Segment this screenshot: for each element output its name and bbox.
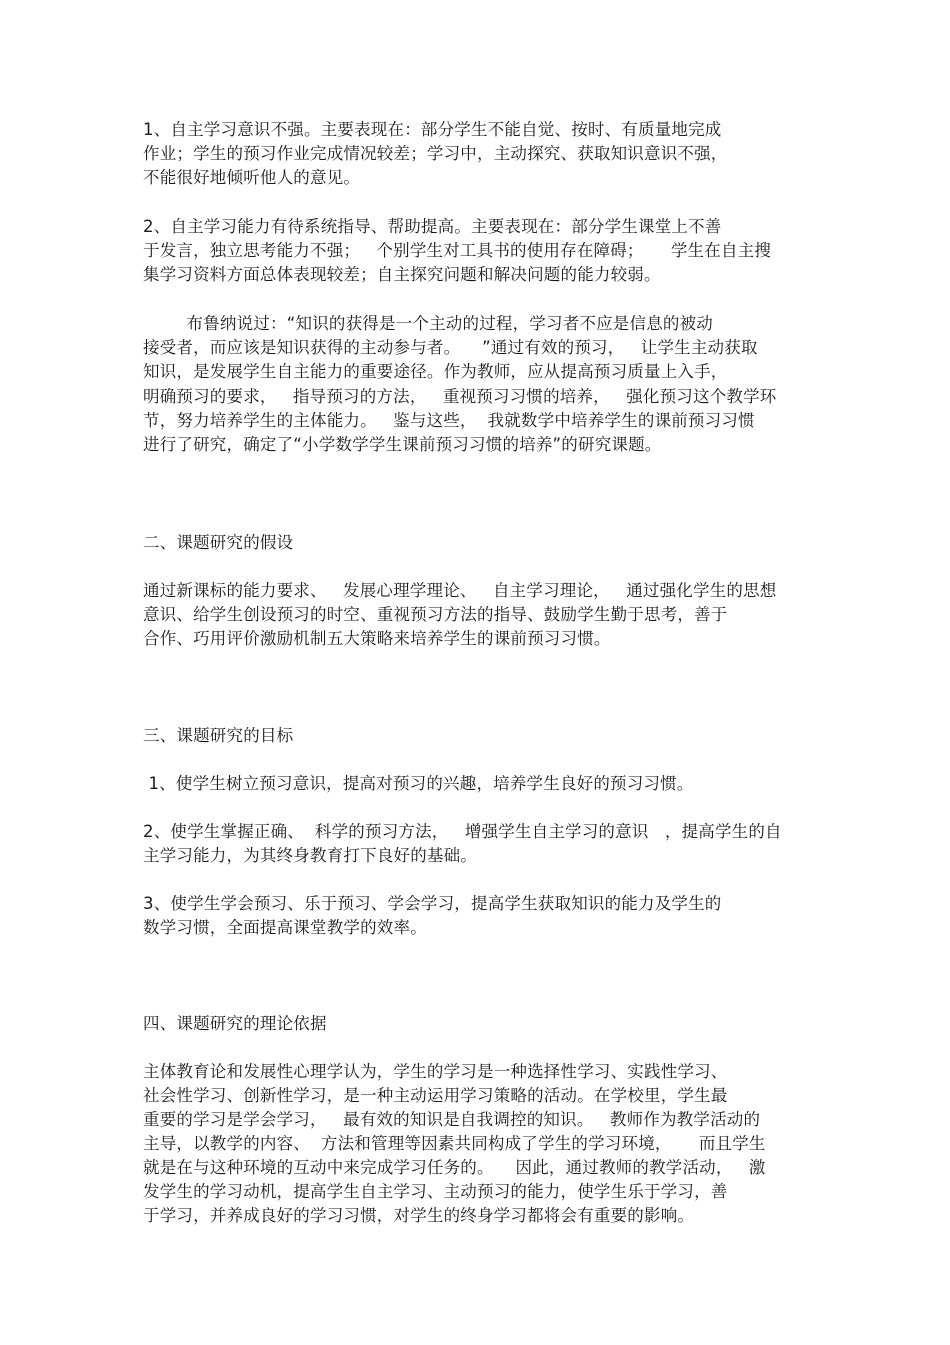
paragraph-4-line-3: 合作、巧用评价激励机制五大策略来培养学生的课前预习习惯。 bbox=[143, 629, 611, 648]
paragraph-8-line-6: 发学生的学习动机，提高学生自主学习、主动预习的能力，使学生乐于学习，善 bbox=[143, 1182, 728, 1201]
paragraph-3-line-4: 明确预习的要求， 指导预习的方法， 重视预习习惯的培养， 强化预习这个教学环 bbox=[143, 387, 777, 406]
goal-3-line-1: 3、使学生学会预习、乐于预习、学会学习，提高学生获取知识的能力及学生的 bbox=[143, 894, 722, 913]
paragraph-3-line-3: 知识，是发展学生自主能力的重要途径。作为教师，应从提高预习质量上入手， bbox=[143, 362, 728, 381]
paragraph-1-line-1: 1、自主学习意识不强。主要表现在：部分学生不能自觉、按时、有质量地完成 bbox=[143, 120, 722, 139]
paragraph-4-line-1: 通过新课标的能力要求、 发展心理学理论、 自主学习理论， 通过强化学生的思想 bbox=[143, 581, 777, 600]
paragraph-2-line-2: 于发言，独立思考能力不强； 个别学生对工具书的使用存在障碍； 学生在自主搜 bbox=[143, 241, 772, 260]
paragraph-8-line-1: 主体教育论和发展性心理学认为，学生的学习是一种选择性学习、实践性学习、 bbox=[143, 1062, 728, 1081]
section-heading-goals: 三、课题研究的目标 bbox=[143, 726, 294, 745]
paragraph-1-line-3: 不能很好地倾听他人的意见。 bbox=[143, 168, 361, 187]
paragraph-2-line-3: 集学习资料方面总体表现较差；自主探究问题和解决问题的能力较弱。 bbox=[143, 265, 661, 284]
paragraph-4-line-2: 意识、给学生创设预习的时空、重视预习方法的指导、鼓励学生勤于思考，善于 bbox=[143, 605, 728, 624]
paragraph-8-line-5: 就是在与这种环境的互动中来完成学习任务的。 因此，通过教师的教学活动， 激 bbox=[143, 1158, 766, 1177]
paragraph-2-line-1: 2、自主学习能力有待系统指导、帮助提高。主要表现在：部分学生课堂上不善 bbox=[143, 217, 722, 236]
paragraph-8-line-2: 社会性学习、创新性学习，是一种主动运用学习策略的活动。在学校里，学生最 bbox=[143, 1086, 728, 1105]
paragraph-8-line-7: 于学习，并养成良好的学习习惯，对学生的终身学习都将会有重要的影响。 bbox=[143, 1206, 695, 1225]
section-heading-hypothesis: 二、课题研究的假设 bbox=[143, 533, 294, 552]
goal-2-line-2: 主学习能力，为其终身教育打下良好的基础。 bbox=[143, 846, 477, 865]
paragraph-8-line-3: 重要的学习是学会学习， 最有效的知识是自我调控的知识。 教师作为教学活动的 bbox=[143, 1110, 761, 1129]
paragraph-3-line-5: 节，努力培养学生的主体能力。 鉴与这些， 我就数学中培养学生的课前预习习惯 bbox=[143, 411, 755, 430]
goal-1-line-1: 1、使学生树立预习意识，提高对预习的兴趣，培养学生良好的预习习惯。 bbox=[143, 774, 694, 793]
goal-3-line-2: 数学习惯，全面提高课堂教学的效率。 bbox=[143, 918, 427, 937]
paragraph-3-line-1: 布鲁纳说过：“知识的获得是一个主动的过程，学习者不应是信息的被动 bbox=[143, 314, 714, 333]
paragraph-3-line-2: 接受者，而应该是知识获得的主动参与者。 ”通过有效的预习， 让学生主动获取 bbox=[143, 338, 758, 357]
goal-2-line-1: 2、使学生掌握正确、 科学的预习方法， 增强学生自主学习的意识 ，提高学生的自 bbox=[143, 822, 782, 841]
paragraph-8-line-4: 主导，以教学的内容、 方法和管理等因素共同构成了学生的学习环境， 而且学生 bbox=[143, 1134, 766, 1153]
paragraph-3-line-6: 进行了研究，确定了“小学数学学生课前预习习惯的培养”的研究课题。 bbox=[143, 435, 662, 454]
section-heading-theory: 四、课题研究的理论依据 bbox=[143, 1014, 327, 1033]
paragraph-1-line-2: 作业；学生的预习作业完成情况较差；学习中，主动探究、获取知识意识不强， bbox=[143, 144, 728, 163]
